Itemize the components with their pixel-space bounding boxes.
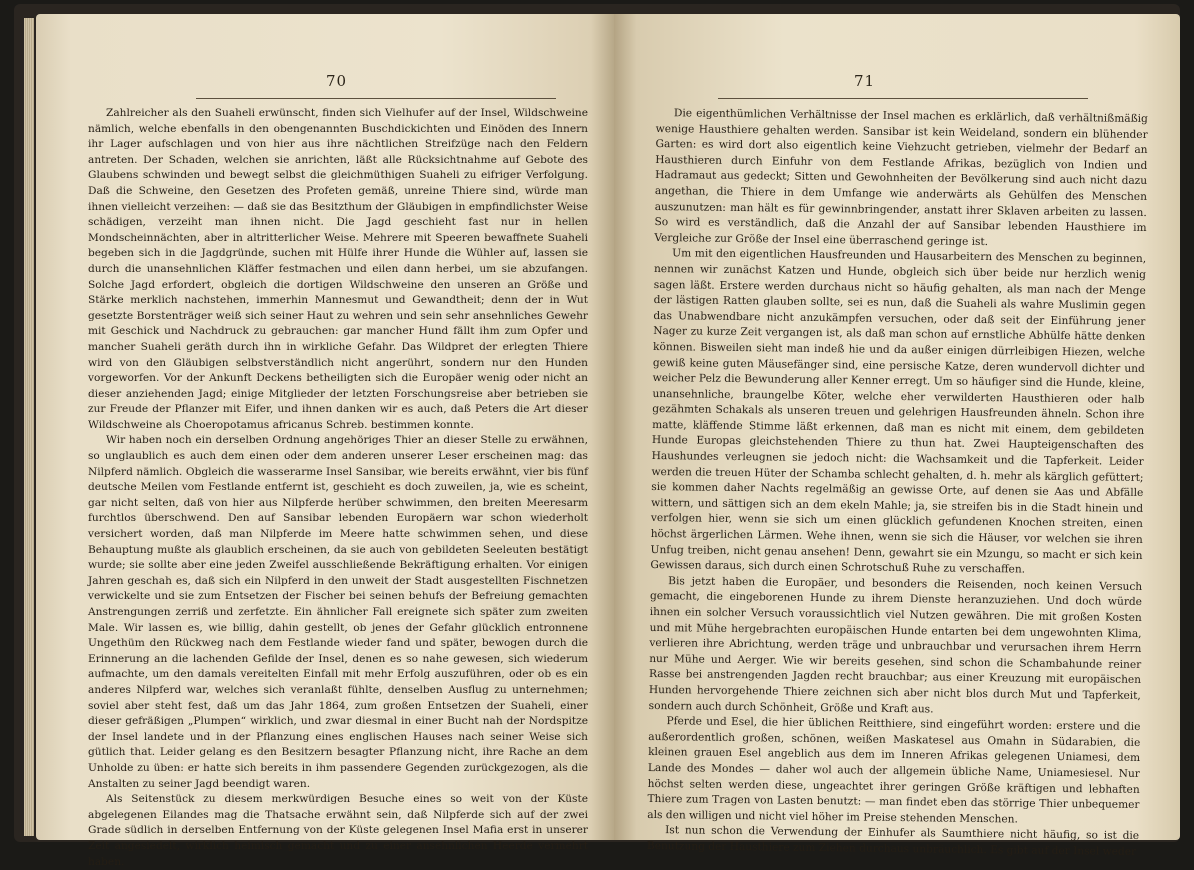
right-page <box>614 14 1180 858</box>
right-paragraph: Pferde und Esel, die hier üblichen Reitthiere, sind eingeführt worden: erstere und die außerordentlich großen, schönen, weißen Maskatesel aus Omahn in Südarabien, die kleinen grauen Esel angeblich aus dem im Inneren Afrikas gelegenen Uniamesi, dem Lande des Mondes — daher wol auch der allgemein übliche Name, Uniamesiesel. Nur höchst selten werden diese, ungeachtet ihrer geringen Größe kräftigen und lebhaften Thiere zum Tragen von Lasten benutzt: — man findet eben das störrige Thier unbequemer als den willigen und nicht viel höher im Preise stehenden Menschen. <box>647 715 1141 826</box>
left-paragraph: Zahlreicher als den Suaheli erwünscht, finden sich Vielhufer auf der Insel, Wildschweine nämlich, welche ebenfalls in den obengenannten Buschdickichten und Einöden des Innern ihr Lager aufschlagen und von hier aus ihre nächtlichen Streifzüge nach den Feldern antreten. Der Schaden, welchen sie anrichten, läßt alle Rücksichtnahme auf Gebote des Glaubens schwinden und bewegt selbst die gleichmüthigen Suaheli zu eifriger Verfolgung. Daß die Schweine, den Gesetzen des Profeten gemäß, unreine Thiere sind, würde man ihnen vielleicht verzeihen: — daß sie das Besitzthum der Gläubigen in empfindlichster Weise schädigen, verzeiht man ihnen nicht. Die Jagd geschieht fast nur in hellen Mondscheinnächten, aber in altritterlicher Weise. Mehrere mit Speeren bewaffnete Suaheli begeben sich in die Jagdgründe, suchen mit Hülfe ihrer Hunde die Wühler auf, lassen sie durch die unansehnlichen Kläffer festmachen und eilen dann herbei, um sie abzufangen. Solche Jagd erfordert, obgleich die dortigen Wildschweine den unseren an Größe und Stärke merklich nachstehen, immerhin Mannesmut und Gewandtheit; denn der in Wut gesetzte Borstenträger weiß sich seiner Haut zu wehren und sein sehr ansehnliches Gewehr mit Geschick und Nachdruck zu gebrauchen: gar mancher Hund fällt ihm zum Opfer und mancher Suaheli geräth durch ihn in wirkliche Gefahr. Das Wildpret der erlegten Thiere wird von den Gläubigen selbstverständlich nicht angerührt, sondern nur den Hunden vorgeworfen. Vor der Ankunft Deckens betheiligten sich die Europäer wenig oder nicht an dieser anziehenden Jagd; einige Mitglieder der letzten Forschungsreise aber betrieben sie zur Freude der Pflanzer mit Eifer, und ihnen danken wir es auch, daß Peters die Art dieser Wildschweine als Choeropotamus africanus Schreb. bestimmen konnte. <box>88 107 588 431</box>
left-page-text <box>88 106 588 870</box>
right-paragraph: Die eigenthümlichen Verhältnisse der Insel machen es erklärlich, daß verhältnißmäßig wenige Hausthiere gehalten werden. Sansibar ist kein Weideland, sondern ein blühender Garten: es wird dort also eigentlich keine Viehzucht getrieben, vielmehr der Bedarf an Hausthieren durch Einfuhr von dem Festlande Afrikas, bezüglich von Indien und Hadramaut aus gedeckt; Sitten und Gewohnheiten der Bevölkerung sind auch nicht dazu angethan, die Thiere in dem Umfange wie anderwärts als Gehülfen des Menschen auszunutzen: man hält es für gewinnbringender, anstatt ihrer Sklaven arbeiten zu lassen. So wird es verständlich, daß die Anzahl der auf Sansibar lebenden Hausthiere im Vergleiche zur Größe der Insel eine überraschend geringe ist. <box>654 107 1148 248</box>
right-page-number: 71 <box>854 72 876 90</box>
left-paragraph: Wir haben noch ein derselben Ordnung angehöriges Thier an dieser Stelle zu erwähnen, so unglaublich es auch dem einen oder dem anderen unserer Leser erscheinen mag: das Nilpferd nämlich. Obgleich die wasserarme Insel Sansibar, wie bereits erwähnt, vier bis fünf deutsche Meilen vom Festlande entfernt ist, geschieht es doch zuweilen, ja, wie es scheint, gar nicht selten, daß von hier aus Nilpferde herüber schwimmen, den breiten Meeresarm furchtlos überschwend. Den auf Sansibar lebenden Europäern war schon wiederholt versichert worden, daß man Nilpferde im Meere hatte schwimmen sehen, und diese Behauptung mußte als glaublich erscheinen, da sie auch von gebildeten Seeleuten bestätigt wurde; sie sollte aber eine jeden Zweifel ausschließende Bekräftigung erhalten. Vor einigen Jahren geschah es, daß sich ein Nilpferd in den unweit der Stadt ausgestellten Fischnetzen verwickelte und sie zum Entsetzen der Fischer bei seinen behufs der Befreiung gemachten Anstrengungen zerriß und zerfetzte. Ein ähnlicher Fall ereignete sich später zum zweiten Male. Wir lassen es, wie billig, dahin gestellt, ob jenes der Gefahr glücklich entronnene Ungethüm den Rückweg nach dem Festlande wieder fand und später, bewogen durch die Erinnerung an die lachenden Gefilde der Insel, denen es so nahe gewesen, sich wiederum aufmachte, um den damals vereitelten Einfall mit mehr Erfolg auszuführen, oder ob es ein anderes Nilpferd war, welches sich veranlaßt fühlte, denselben Ausflug zu unternehmen; soviel aber steht fest, daß um das Jahr 1864, zum großen Entsetzen der Suaheli, einer dieser gefräßigen „Plumpen“ wirklich, und zwar diesmal in einer Bucht nah der Nordspitze der Insel landete und in der Pflanzung eines englischen Hauses nach seiner Weise sich gütlich that. Leider gelang es den Besitzern besagter Pflanzung nicht, ihre Rache an dem Unholde zu üben: er hatte sich bereits in ihm passendere Gegenden zurückgezogen, als die Anstalten zu seiner Jagd beendigt waren. <box>88 434 588 790</box>
right-paragraph: Um mit den eigentlichen Hausfreunden und Hausarbeitern des Menschen zu beginnen, nennen wir zunächst Katzen und Hunde, obgleich sich über beide nur herzlich wenig sagen läßt. Erstere werden durchaus nicht so häufig gehalten, als man nach der Menge der lästigen Ratten glauben sollte, sei es nun, daß die Suaheli als wahre Muslimin gegen das Unabwendbare nicht anzukämpfen versuchen, oder daß seit der Einführung jener Nager zu kurze Zeit vergangen ist, als daß man schon auf ernstliche Abhülfe hätte denken können. Bisweilen sieht man indeß hie und da außer einigen dürrleibigen Hiezen, welche gewiß keine guten Mäusefänger sind, eine persische Katze, deren wundervoll dichter und weicher Pelz die Bewunderung aller Kenner erregt. Um so häufiger sind die Hunde, kleine, unansehnliche, braungelbe Köter, welche eher verwilderten Hausthieren oder halb gezähmten Schakals als unseren treuen und gelehrigen Hausfreunden ähneln. Schon ihre matte, kläffende Stimme läßt erkennen, daß man es nicht mit einem, dem gebildeten Hunde Europas gleichstehenden Thiere zu thun hat. Zwei Haupteigenschaften des Haushundes verleugnen sie jedoch nicht: die Wachsamkeit und die Tapferkeit. Leider werden die treuen Hüter der Schamba schlecht gehalten, d. h. mehr als kärglich gefüttert; sie kommen daher Nachts regelmäßig an gewisse Orte, auf denen sie Aas und Abfälle wittern, und sättigen sich an dem ekeln Mahle; ja, sie streifen bis in die Stadt hinein und verfolgen hier, wenn sie sich um einen glücklich gefundenen Knochen streiten, einen höchst ärgerlichen Lärmen. Wehe ihnen, wenn sie sich die Häuser, vor welchen sie ihren Unfug treiben, nicht genau ansehen! Denn, gewahrt sie ein Mzungu, so macht er sich kein Gewissen daraus, sich durch einen Schrotschuß Ruhe zu verschaffen. <box>650 247 1147 576</box>
left-header-rule <box>196 98 556 99</box>
left-page <box>36 14 614 868</box>
right-header-rule <box>718 98 1088 99</box>
left-page-number: 70 <box>326 72 348 90</box>
right-page-text <box>647 106 1148 860</box>
right-paragraph: Ist nun schon die Verwendung der Einhufer als Saumthiere nicht häufig, so ist die Benutzung der Hausthiere zum Ziehen durchaus unbräuchlich. Es gibt auf der Insel weder <box>646 824 1140 858</box>
left-paragraph: Als Seitenstück zu diesem merkwürdigen Besuche eines so weit von der Küste abgelegenen Eilandes mag die Thatsache erwähnt sein, daß Nilpferde sich auf der zwei Grade südlich in derselben Entfernung von der Küste gelegenen Insel Mafia erst in unserer Zeit angesiedelt, wirklich heimisch gemacht und zu einer ansehnlichen Heerde vermehrt haben. <box>88 793 588 868</box>
open-book <box>14 4 1180 868</box>
left-page-edges <box>24 18 34 836</box>
right-paragraph: Bis jetzt haben die Europäer, und besonders die Reisenden, noch keinen Versuch gemacht, die eingeborenen Hunde zu ihrem Dienste heranzuziehen. Und doch würde ihnen ein solcher Versuch voraussichtlich viel Nutzen gewähren. Die mit großen Kosten und mit Mühe hergebrachten europäischen Hunde entarten bei dem ungewohnten Klima, verlieren ihre Abrichtung, werden träge und unbrauchbar und verursachen ihrem Herrn nur Mühe und Aerger. Wie wir bereits gesehen, sind schon die Schambahunde reiner Rasse bei anstrengenden Jagden recht brauchbar; aus einer Kreuzung mit europäischen Hunden hervorgehende Thiere zeichnen sich aber nicht blos durch Mut und Tapferkeit, sondern auch durch Schönheit, Größe und Kraft aus. <box>648 574 1143 715</box>
